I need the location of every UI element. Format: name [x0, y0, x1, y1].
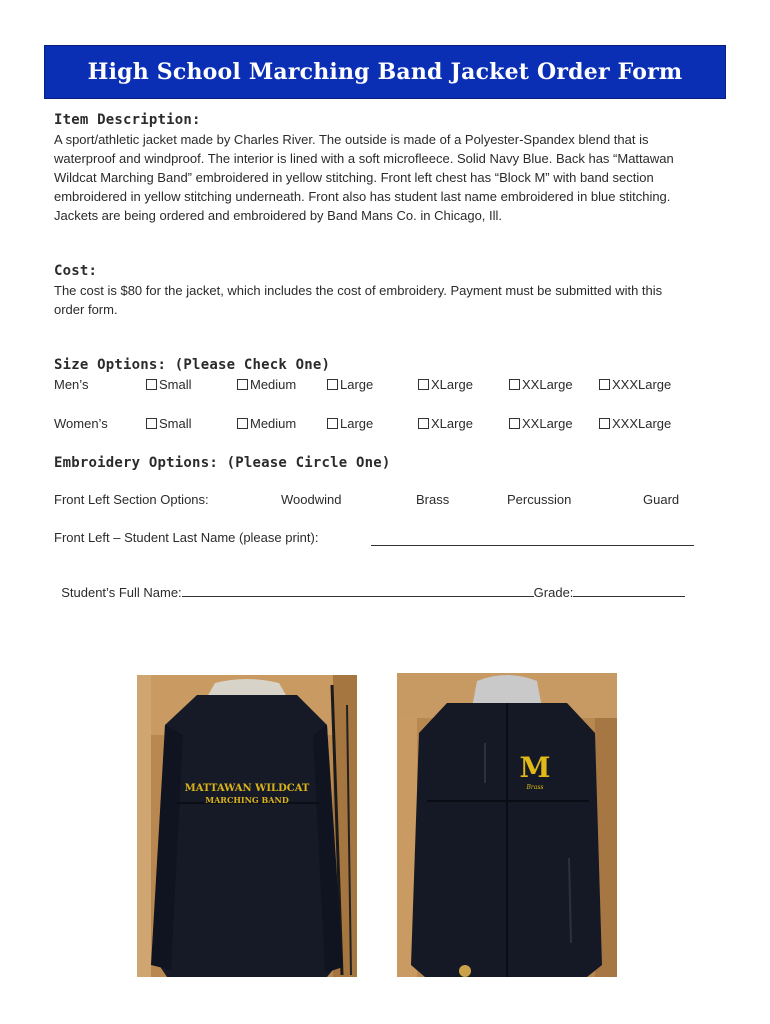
mens-xlarge-checkbox[interactable]: XLarge: [418, 377, 473, 392]
last-name-field[interactable]: [371, 533, 694, 546]
mens-medium-checkbox[interactable]: Medium: [237, 377, 296, 392]
grade-field[interactable]: [573, 584, 685, 597]
item-line: Jackets are being ordered and embroidered by Band Mans Co. in Chicago, Ill.: [54, 208, 503, 223]
mens-small-checkbox[interactable]: Small: [146, 377, 192, 392]
size-options-heading: Size Options: (Please Check One): [54, 357, 331, 373]
front-section-text: Brass: [526, 784, 544, 791]
item-description-heading: Item Description:: [54, 112, 201, 128]
womens-xlarge-checkbox[interactable]: XLarge: [418, 416, 473, 431]
checkbox-icon[interactable]: [509, 379, 520, 390]
item-line: waterproof and windproof. The interior is lined with a soft microfleece. Solid Navy Blue. Back has “Mattawan: [54, 151, 674, 166]
checkbox-icon[interactable]: [599, 418, 610, 429]
checkbox-icon[interactable]: [327, 379, 338, 390]
checkbox-icon[interactable]: [418, 379, 429, 390]
item-line: Wildcat Marching Band” embroidered in yellow stitching. Front left chest has “Block M” with band section: [54, 170, 654, 185]
checkbox-icon[interactable]: [509, 418, 520, 429]
mens-label: Men’s: [54, 377, 89, 392]
mens-xxxlarge-checkbox[interactable]: XXXLarge: [599, 377, 671, 392]
checkbox-icon[interactable]: [146, 379, 157, 390]
checkbox-icon[interactable]: [327, 418, 338, 429]
womens-medium-checkbox[interactable]: Medium: [237, 416, 296, 431]
jacket-front-illustration: [397, 673, 617, 977]
item-description-text: [54, 130, 724, 225]
womens-xxxlarge-checkbox[interactable]: XXXLarge: [599, 416, 671, 431]
full-name-row: [54, 569, 685, 600]
cost-line: order form.: [54, 302, 118, 317]
jacket-back-photo: [137, 675, 357, 977]
womens-small-checkbox[interactable]: Small: [146, 416, 192, 431]
womens-large-checkbox[interactable]: Large: [327, 416, 373, 431]
womens-label: Women’s: [54, 416, 108, 431]
jacket-front-photo: [397, 673, 617, 977]
cost-heading: Cost:: [54, 263, 98, 279]
form-title: High School Marching Band Jacket Order Form: [87, 59, 683, 85]
back-embroidery-line2: MARCHING BAND: [205, 795, 289, 805]
section-option-woodwind[interactable]: Woodwind: [281, 492, 342, 507]
full-name-field[interactable]: [182, 584, 534, 597]
item-line: A sport/athletic jacket made by Charles River. The outside is made of a Polyester-Spandex blend that is: [54, 132, 649, 147]
front-block-m: M: [519, 751, 551, 784]
womens-xxlarge-checkbox[interactable]: XXLarge: [509, 416, 573, 431]
checkbox-icon[interactable]: [237, 418, 248, 429]
checkbox-icon[interactable]: [237, 379, 248, 390]
checkbox-icon[interactable]: [146, 418, 157, 429]
mens-large-checkbox[interactable]: Large: [327, 377, 373, 392]
cost-text: [54, 281, 724, 319]
item-line: embroidered in yellow stitching underneath. Front also has student last name embroidered in blue stitching.: [54, 189, 671, 204]
jacket-back-illustration: [137, 675, 357, 977]
back-embroidery-line1: MATTAWAN WILDCAT: [184, 783, 310, 794]
mens-xxlarge-checkbox[interactable]: XXLarge: [509, 377, 573, 392]
checkbox-icon[interactable]: [599, 379, 610, 390]
full-name-label: Student’s Full Name:: [61, 585, 182, 600]
last-name-label: Front Left – Student Last Name (please print):: [54, 530, 319, 545]
checkbox-icon[interactable]: [418, 418, 429, 429]
cost-line: The cost is $80 for the jacket, which includes the cost of embroidery. Payment must be submitted with this: [54, 283, 663, 298]
front-left-section-label: Front Left Section Options:: [54, 492, 209, 507]
title-banner: [44, 45, 726, 99]
section-option-guard[interactable]: Guard: [643, 492, 680, 507]
grade-label: Grade:: [533, 585, 574, 600]
section-option-brass[interactable]: Brass: [416, 492, 450, 507]
section-option-percussion[interactable]: Percussion: [507, 492, 572, 507]
embroidery-options-heading: Embroidery Options: (Please Circle One): [54, 455, 391, 471]
